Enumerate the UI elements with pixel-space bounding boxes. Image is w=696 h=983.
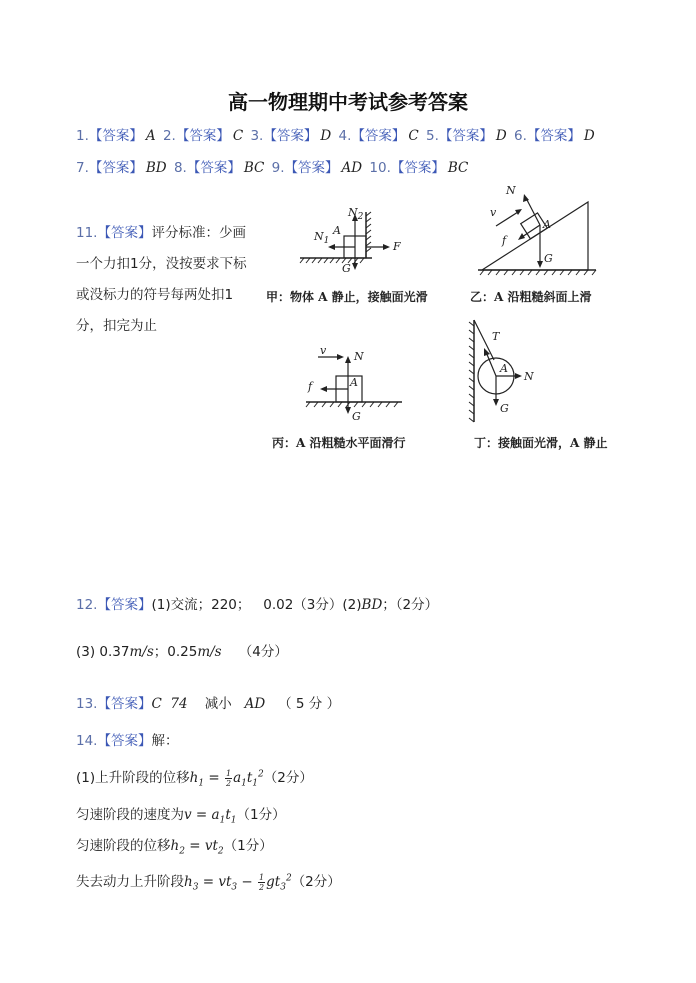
formula-h2: $h_2 = vt_2$	[170, 838, 224, 857]
answer-item-4: 4.【答案】 C	[338, 128, 419, 144]
formula-v: $v = a_1t_1$	[184, 807, 237, 826]
caption-bing: 丙：A 沿粗糙水平面滑行	[272, 436, 406, 450]
figure-bing	[270, 340, 450, 458]
formula-h1: $h_1$ = $\frac{1}{2}$ $a_1t_1^2$	[189, 769, 264, 789]
mc-answers-row-1	[76, 124, 598, 144]
answer-item-1: 1.【答案】 A	[76, 128, 156, 144]
mc-answers-row-2	[76, 156, 471, 176]
q14-step-3: 匀速阶段的位移$h_2 = vt_2(1$分）	[76, 838, 273, 857]
figure-jia	[262, 200, 442, 310]
answer-item-8: 8.【答案】 BC	[173, 160, 265, 176]
q14-step-2: 匀速阶段的速度为$v = a_1t_1(1$分）	[76, 807, 286, 826]
answer-item-10: 10.【答案】 BC	[369, 160, 469, 176]
caption-yi: 乙：A 沿粗糙斜面上滑	[470, 290, 592, 304]
label-a: A	[543, 218, 551, 231]
answer-item-7: 7.【答案】 BD	[76, 160, 167, 176]
answer-item-5: 5.【答案】 D	[426, 128, 507, 144]
label-a: A	[350, 376, 358, 389]
label-t: T	[492, 330, 500, 343]
q12-line-2: (3) 0.37m/s；0.25m/s （4分）	[76, 644, 288, 660]
figure-ding-diagram	[460, 316, 580, 426]
label-n1: $N_1$	[314, 230, 330, 247]
q14-step-1: (1)上升阶段的位移$h_1$ = $\frac{1}{2}$ $a_1t_1^2(2$分）	[76, 769, 313, 789]
label-n: N	[524, 370, 534, 383]
label-n2: $N_2$	[348, 206, 364, 223]
label-v: v	[490, 206, 497, 219]
label-n: N	[506, 184, 516, 197]
q14-heading: 14.【答案】解：	[76, 733, 179, 749]
answer-item-9: 9.【答案】 AD	[271, 160, 363, 176]
label-f: F	[393, 240, 401, 253]
page-title: 高一物理期中考试参考答案	[228, 90, 468, 114]
formula-h3: $h_3 = vt_3$ − $\frac{1}{2}$ $gt_3^2$	[184, 873, 292, 893]
label-a: A	[500, 362, 508, 375]
label-v: v	[320, 344, 327, 357]
figure-bing-diagram	[270, 340, 420, 430]
label-a: A	[333, 224, 341, 237]
answer-item-3: 3.【答案】 D	[250, 128, 332, 144]
q12-line-1: 12.【答案】(1)交流；220； 0.02（3分）(2)BD；（2分）	[76, 597, 439, 613]
q13-answer: 13.【答案】C 74 减小 AD （ 5 分 ）	[76, 696, 341, 712]
caption-jia: 甲：物体 A 静止，接触面光滑	[266, 290, 428, 304]
label-g: G	[500, 402, 509, 415]
label-f-friction: f	[308, 380, 313, 393]
label-g: G	[544, 252, 553, 265]
label-n: N	[354, 350, 364, 363]
figure-yi-diagram	[462, 182, 612, 282]
figure-ding	[460, 316, 640, 458]
q14-step-4: 失去动力上升阶段$h_3 = vt_3$ − $\frac{1}{2}$ $gt_3^2(2$分）	[76, 873, 341, 893]
label-g: G	[342, 262, 351, 275]
caption-ding: 丁：接触面光滑，A 静止	[474, 436, 608, 450]
answer-item-6: 6.【答案】 D	[514, 128, 595, 144]
answer-item-2: 2.【答案】 C	[162, 128, 244, 144]
q11-answer-text: 11.【答案】评分标准：少画一个力扣1分，没按要求下标或没标力的符号每两处扣1分，扣完为止	[76, 225, 247, 334]
label-g: G	[352, 410, 361, 423]
label-f-friction: f	[502, 234, 507, 247]
figure-yi	[462, 182, 642, 310]
